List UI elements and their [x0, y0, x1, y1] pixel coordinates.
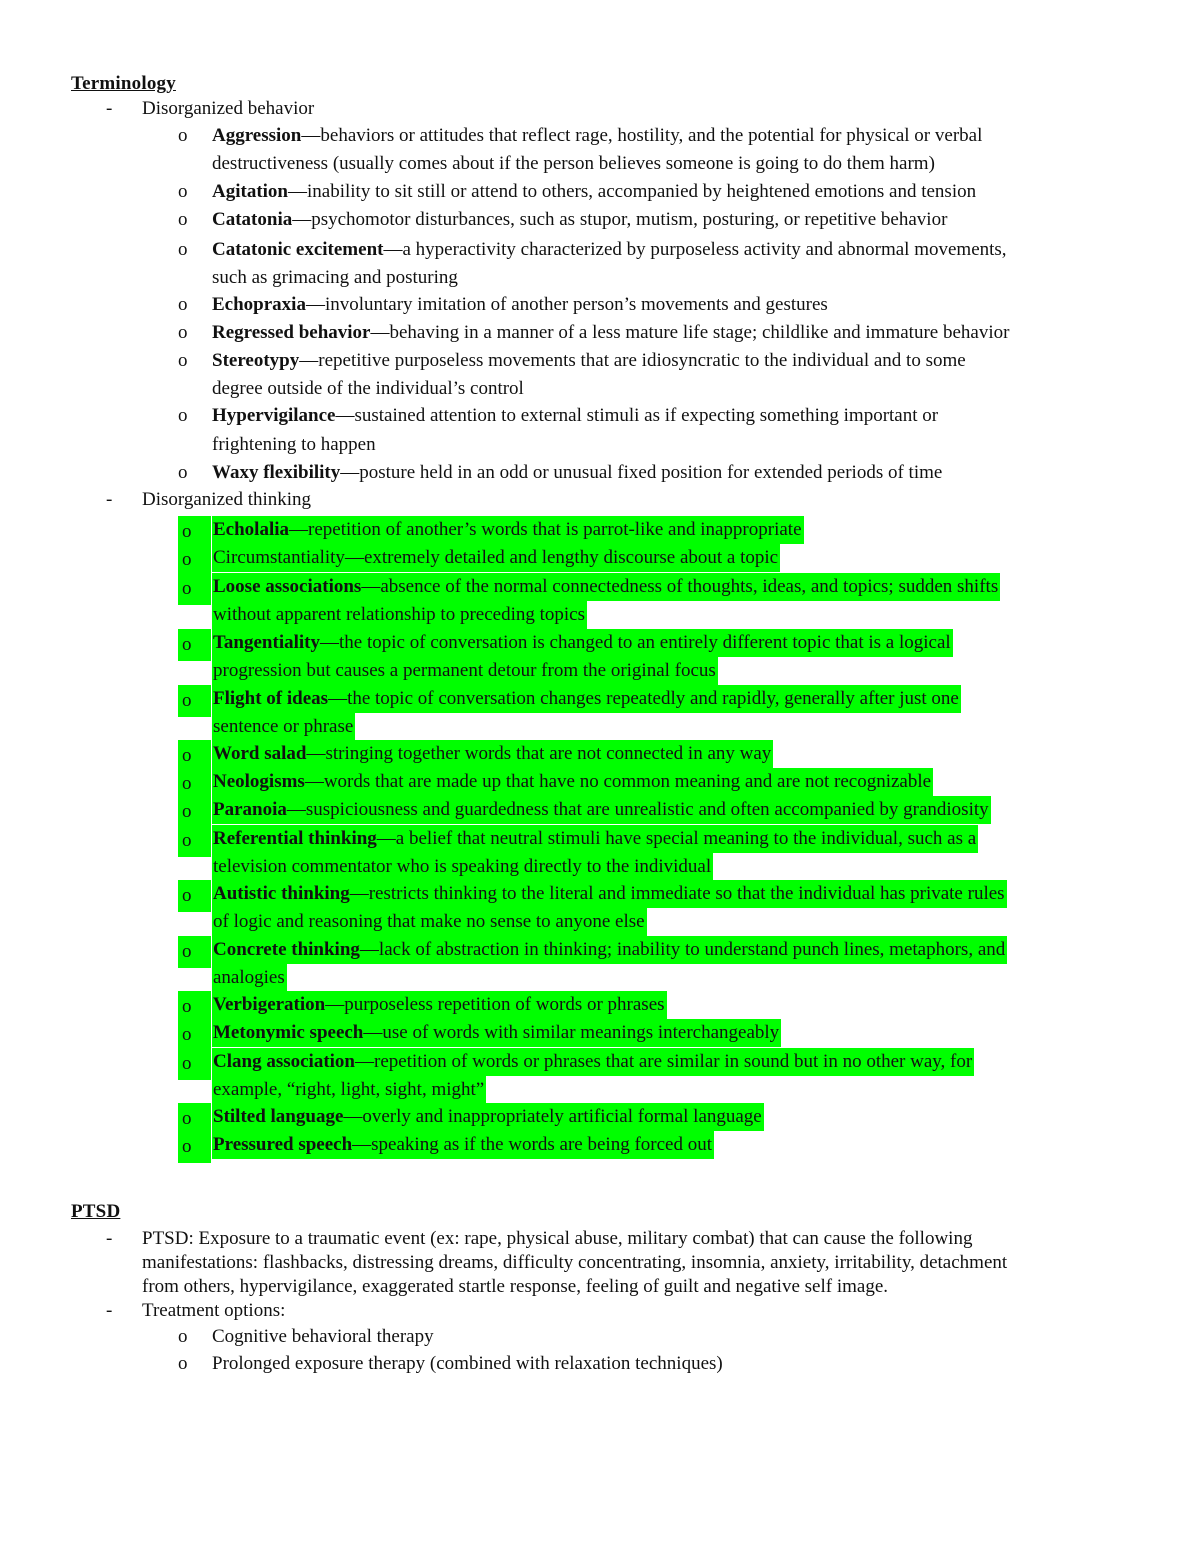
term: Echolalia — [213, 519, 290, 540]
definition-line: —purposeless repetition of words or phrases — [325, 994, 665, 1015]
definition-line: —words that are made up that have no common meaning and are not recognizable — [304, 771, 932, 792]
definition-line: frightening to happen — [212, 434, 376, 455]
o-bullet: o — [178, 181, 188, 202]
paragraph-line: from others, hypervigilance, exaggerated startle response, feeling of guilt and negative self image. — [142, 1276, 889, 1297]
group-label: Disorganized thinking — [142, 489, 312, 510]
definition-line: —stringing together words that are not connected in any way — [306, 743, 772, 764]
o-bullet-highlighted: o — [178, 880, 211, 912]
o-bullet-highlighted: o — [178, 1048, 211, 1080]
term: Stilted language — [213, 1106, 344, 1127]
o-bullet-highlighted: o — [178, 629, 211, 661]
definition-line: sentence or phrase — [212, 713, 355, 741]
treatment-text: Prolonged exposure therapy (combined with relaxation techniques) — [212, 1353, 723, 1374]
term: Stereotypy — [212, 350, 300, 371]
definition-line: —restricts thinking to the literal and immediate so that the individual has private rules — [349, 883, 1005, 904]
definition-line: degree outside of the individual’s control — [212, 378, 524, 399]
term: Catatonia — [212, 209, 293, 230]
o-bullet-highlighted: o — [178, 544, 211, 576]
o-bullet-highlighted: o — [178, 796, 211, 828]
definition-line: —a hyperactivity characterized by purposeless activity and abnormal movements, — [383, 239, 1007, 260]
definition-line: —sustained attention to external stimuli as if expecting something important or — [335, 405, 939, 426]
definition-line: —the topic of conversation changes repeatedly and rapidly, generally after just one — [328, 688, 959, 709]
term: Agitation — [212, 181, 288, 202]
o-bullet: o — [178, 1353, 188, 1374]
definition-line: progression but causes a permanent detour from the original focus — [212, 657, 718, 685]
o-bullet-highlighted: o — [178, 516, 211, 548]
section-heading-terminology: Terminology — [71, 73, 176, 94]
definition-line: —suspiciousness and guardedness that are unrealistic and often accompanied by grandiosity — [286, 799, 989, 820]
term: Clang association — [213, 1051, 355, 1072]
o-bullet: o — [178, 350, 188, 371]
definition-line: —behaving in a manner of a less mature life stage; childlike and immature behavior — [370, 322, 1010, 343]
definition-line: such as grimacing and posturing — [212, 267, 458, 288]
definition-line: —lack of abstraction in thinking; inability to understand punch lines, metaphors, and — [359, 939, 1006, 960]
o-bullet-highlighted: o — [178, 685, 211, 717]
definition-line: —psychomotor disturbances, such as stupor, mutism, posturing, or repetitive behavior — [292, 209, 948, 230]
term: Loose associations — [213, 576, 362, 597]
definition-line: —the topic of conversation is changed to an entirely different topic that is a logical — [320, 632, 951, 653]
o-bullet-highlighted: o — [178, 1019, 211, 1051]
term: Verbigeration — [213, 994, 326, 1015]
o-bullet: o — [178, 209, 188, 230]
definition-line: television commentator who is speaking directly to the individual — [212, 853, 713, 881]
group-label: Disorganized behavior — [142, 98, 315, 119]
definition-line: —repetition of words or phrases that are similar in sound but in no other way, for — [355, 1051, 973, 1072]
paragraph-line: manifestations: flashbacks, distressing dreams, difficulty concentrating, insomnia, anxiety, irritability, detachment — [142, 1252, 1008, 1273]
definition-line: —repetitive purposeless movements that are idiosyncratic to the individual and to some — [299, 350, 966, 371]
o-bullet-highlighted: o — [178, 768, 211, 800]
definition-line: without apparent relationship to preceding topics — [212, 601, 587, 629]
definition-line: —involuntary imitation of another person’s movements and gestures — [305, 294, 828, 315]
definition-line: —posture held in an odd or unusual fixed position for extended periods of time — [340, 462, 943, 483]
o-bullet-highlighted: o — [178, 936, 211, 968]
definition-line: —overly and inappropriately artificial formal language — [343, 1106, 762, 1127]
definition-line: destructiveness (usually comes about if the person believes someone is going to do them harm) — [212, 153, 935, 174]
paragraph-line: PTSD: Exposure to a traumatic event (ex: rape, physical abuse, military combat) that can cause the following — [142, 1228, 973, 1249]
o-bullet: o — [178, 405, 188, 426]
term: Regressed behavior — [212, 322, 371, 343]
term: Hypervigilance — [212, 405, 336, 426]
dash-bullet: - — [106, 489, 113, 510]
dash-bullet: - — [106, 1300, 113, 1321]
term: Catatonic excitement — [212, 239, 384, 260]
term: Paranoia — [213, 799, 287, 820]
o-bullet-highlighted: o — [178, 1131, 211, 1163]
definition-line: —speaking as if the words are being forced out — [352, 1134, 712, 1155]
o-bullet-highlighted: o — [178, 740, 211, 772]
term: Autistic thinking — [213, 883, 350, 904]
definition-line: —a belief that neutral stimuli have special meaning to the individual, such as a — [376, 828, 977, 849]
term: Pressured speech — [213, 1134, 353, 1155]
definition-line: of logic and reasoning that make no sense to anyone else — [212, 908, 647, 936]
o-bullet: o — [178, 239, 188, 260]
definition-line: —extremely detailed and lengthy discourse about a topic — [344, 547, 779, 568]
definition-line: —inability to sit still or attend to others, accompanied by heightened emotions and tension — [288, 181, 977, 202]
term: Flight of ideas — [213, 688, 329, 709]
term: Aggression — [212, 125, 302, 146]
term: Word salad — [213, 743, 307, 764]
term: Tangentiality — [213, 632, 320, 653]
definition-line: —absence of the normal connectedness of thoughts, ideas, and topics; sudden shifts — [361, 576, 999, 597]
treatment-text: Cognitive behavioral therapy — [212, 1326, 434, 1347]
o-bullet-highlighted: o — [178, 1103, 211, 1135]
definition-line: —behaviors or attitudes that reflect rage, hostility, and the potential for physical or verbal — [301, 125, 983, 146]
term: Referential thinking — [213, 828, 377, 849]
term: Echopraxia — [212, 294, 306, 315]
term: Concrete thinking — [213, 939, 360, 960]
o-bullet-highlighted: o — [178, 573, 211, 605]
o-bullet: o — [178, 1326, 188, 1347]
definition-line: —use of words with similar meanings interchangeably — [363, 1022, 780, 1043]
treatment-label: Treatment options: — [142, 1300, 286, 1321]
term: Neologisms — [213, 771, 305, 792]
term: Waxy flexibility — [212, 462, 341, 483]
section-heading-ptsd: PTSD — [71, 1201, 121, 1222]
o-bullet: o — [178, 322, 188, 343]
o-bullet-highlighted: o — [178, 825, 211, 857]
o-bullet: o — [178, 294, 188, 315]
definition-line: analogies — [212, 964, 287, 992]
dash-bullet: - — [106, 1228, 113, 1249]
o-bullet-highlighted: o — [178, 991, 211, 1023]
o-bullet: o — [178, 462, 188, 483]
definition-line: —repetition of another’s words that is parrot-like and inappropriate — [289, 519, 802, 540]
definition-line: example, “right, light, sight, might” — [212, 1076, 486, 1104]
dash-bullet: - — [106, 98, 113, 119]
term: Metonymic speech — [213, 1022, 364, 1043]
o-bullet: o — [178, 125, 188, 146]
term: Circumstantiality — [213, 547, 345, 568]
